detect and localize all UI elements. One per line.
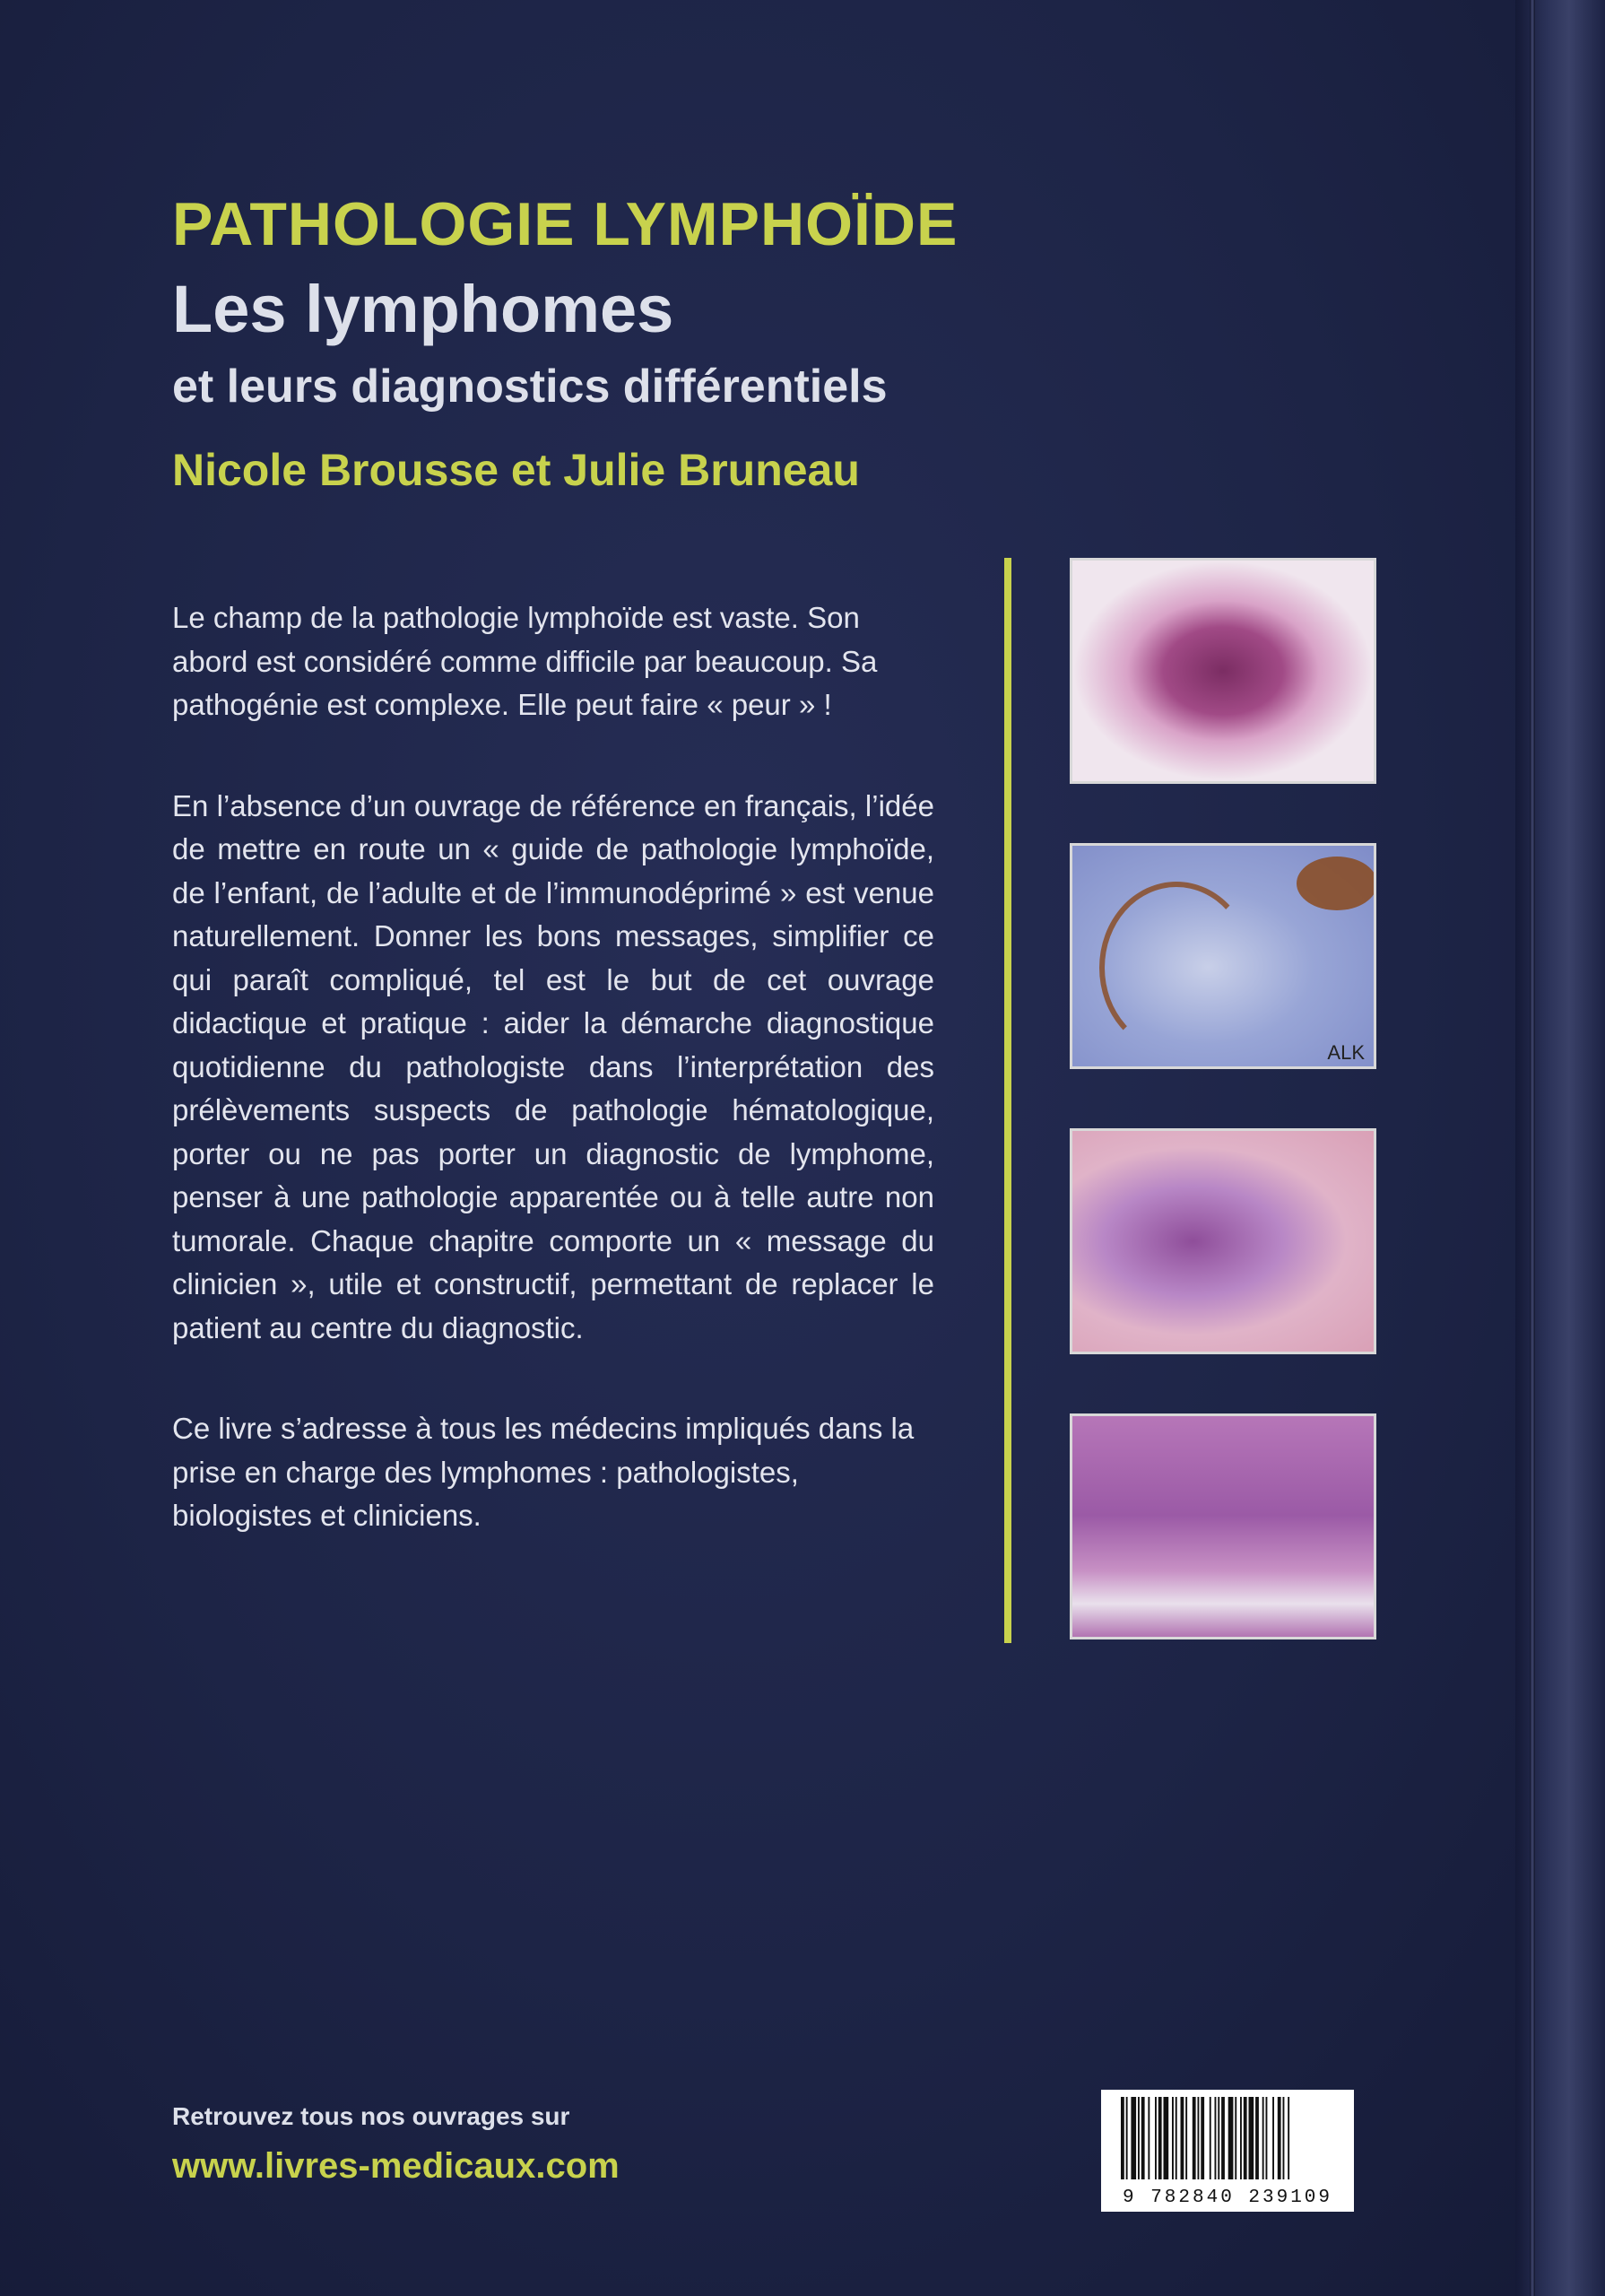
barcode-bar bbox=[1193, 2097, 1196, 2179]
barcode-bar bbox=[1185, 2097, 1187, 2179]
barcode-bars bbox=[1121, 2097, 1341, 2179]
accent-divider bbox=[1004, 558, 1011, 1643]
histology-image-4 bbox=[1070, 1413, 1376, 1639]
barcode-bar bbox=[1283, 2097, 1285, 2179]
spine-hinge-line bbox=[1530, 0, 1535, 2296]
barcode-bar bbox=[1158, 2097, 1162, 2179]
barcode-bar bbox=[1272, 2097, 1274, 2179]
blurb bbox=[172, 596, 934, 1596]
barcode-bar bbox=[1228, 2097, 1234, 2179]
author-1: Nicole Brousse bbox=[172, 445, 499, 495]
histology-image-2 bbox=[1070, 843, 1376, 1069]
website-link[interactable]: www.livres-medicaux.com bbox=[172, 2146, 620, 2186]
barcode-bar bbox=[1240, 2097, 1242, 2179]
barcode-bar bbox=[1176, 2097, 1177, 2179]
barcode-bar bbox=[1126, 2097, 1128, 2179]
barcode-bar bbox=[1244, 2097, 1247, 2179]
barcode bbox=[1101, 2090, 1354, 2212]
barcode-bar bbox=[1164, 2097, 1169, 2179]
isbn-number: 9 782840 239109 bbox=[1122, 2187, 1333, 2208]
barcode-bar bbox=[1121, 2097, 1124, 2179]
barcode-bar bbox=[1148, 2097, 1150, 2179]
barcode-bar bbox=[1262, 2097, 1264, 2179]
author-joiner: et bbox=[499, 445, 564, 495]
book-title: Les lymphomes bbox=[172, 272, 674, 346]
barcode-bar bbox=[1235, 2097, 1236, 2179]
barcode-bar bbox=[1255, 2097, 1259, 2179]
series-title: PATHOLOGIE LYMPHOÏDE bbox=[172, 190, 959, 258]
barcode-bar bbox=[1138, 2097, 1140, 2179]
histology-image-3 bbox=[1070, 1128, 1376, 1354]
barcode-bar bbox=[1172, 2097, 1174, 2179]
barcode-bar bbox=[1215, 2097, 1217, 2179]
barcode-bar bbox=[1278, 2097, 1281, 2179]
figure-label-alk: ALK bbox=[1327, 1041, 1365, 1064]
barcode-bar bbox=[1201, 2097, 1204, 2179]
stain-region bbox=[1297, 857, 1376, 910]
author-2: Julie Bruneau bbox=[563, 445, 860, 495]
book-subtitle: et leurs diagnostics différentiels bbox=[172, 361, 888, 413]
barcode-bar bbox=[1181, 2097, 1184, 2179]
barcode-bar bbox=[1218, 2097, 1219, 2179]
barcode-bar bbox=[1221, 2097, 1225, 2179]
barcode-bar bbox=[1198, 2097, 1200, 2179]
barcode-bar bbox=[1266, 2097, 1268, 2179]
stain-rim bbox=[1099, 882, 1254, 1054]
barcode-bar bbox=[1210, 2097, 1211, 2179]
histology-image-1 bbox=[1070, 558, 1376, 784]
barcode-bar bbox=[1131, 2097, 1136, 2179]
title-block bbox=[172, 184, 1069, 501]
barcode-bar bbox=[1141, 2097, 1145, 2179]
barcode-bar bbox=[1155, 2097, 1157, 2179]
blurb-paragraph: En l’absence d’un ouvrage de référence en français, l’idée de mettre en route un « guide de pathologie lymphoïde, de l’enfant, de l’adulte et de l’immunodéprimé » est venue naturellement. Donner les bons messages, simplifier ce qui paraît compliqué, tel est le but de cet ouvrage didactique et pratique : aider la démarche diagnostique quotidienne du pathologiste dans l’interprétation des prélèvements suspects de pathologie hématologique, porter ou ne pas porter un diagnostic de lymphome, penser à une pathologie apparentée ou à telle autre non tumorale. Chaque chapitre comporte un « message du clinicien », utile et constructif, permettant de replacer le patient au centre du diagnostic. bbox=[172, 788, 934, 1344]
footer bbox=[172, 2099, 620, 2190]
barcode-bar bbox=[1288, 2097, 1289, 2179]
blurb-paragraph: Ce livre s’adresse à tous les médecins impliqués dans la prise en charge des lymphomes : pathologistes, biologistes et cliniciens. bbox=[172, 1412, 915, 1532]
footer-tagline: Retrouvez tous nos ouvrages sur bbox=[172, 2102, 570, 2130]
authors bbox=[172, 439, 1069, 501]
blurb-paragraph: Le champ de la pathologie lymphoïde est vaste. Son abord est considéré comme difficile par beaucoup. Sa pathogénie est complexe. Elle peut faire « peur » ! bbox=[172, 601, 878, 721]
book-spine-edge bbox=[1515, 0, 1605, 2296]
barcode-bar bbox=[1249, 2097, 1254, 2179]
